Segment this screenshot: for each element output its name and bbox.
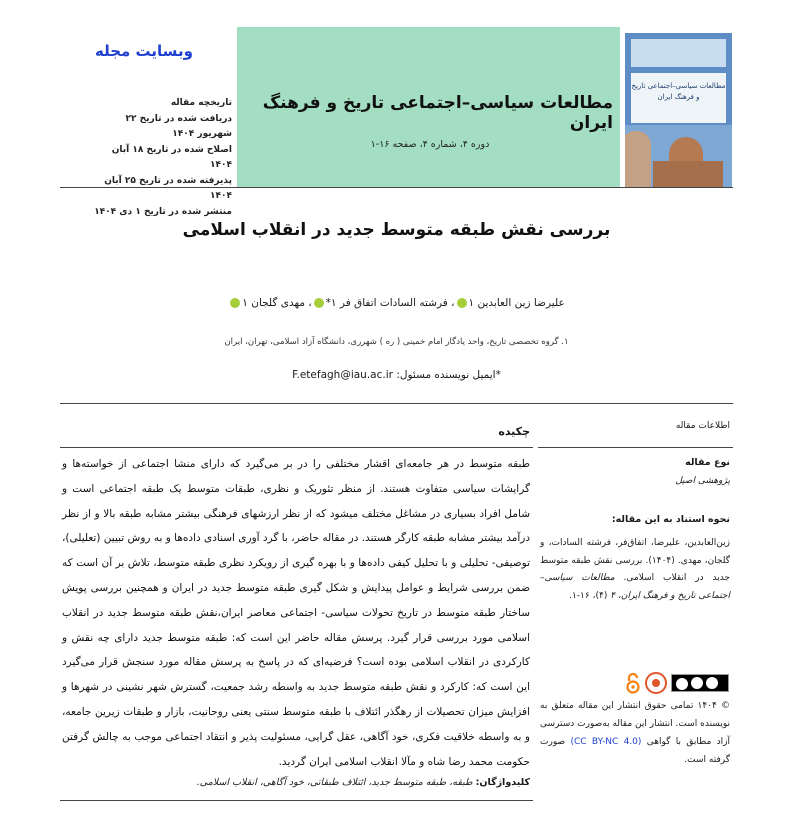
cover-top-band <box>631 39 726 67</box>
history-revised: اصلاح شده در تاریخ ۱۸ آبان ۱۴۰۴ <box>111 144 232 170</box>
cc-by-nc-icon[interactable] <box>671 674 729 692</box>
author-name: ، مهدی گلجان ۱ <box>242 297 312 309</box>
history-heading: تاریخچه مقاله <box>170 98 232 108</box>
author-list <box>60 297 733 309</box>
history-published: منتشر شده در تاریخ ۱ دی ۱۴۰۴ <box>94 206 232 217</box>
author-name: ، فرشته السادات اتفاق فر ۱* <box>325 297 455 309</box>
article-info-heading: اطلاعات مقاله <box>675 421 730 431</box>
citation-journal: مطالعات سیاسی–اجتماعی تاریخ و فرهنگ ایران، ۴ <box>540 573 730 601</box>
citation-label: نحوه استناد به این مقاله: <box>611 514 730 525</box>
history-accepted: پذیرفته شده در تاریخ ۲۵ آبان ۱۴۰۴ <box>104 175 232 201</box>
cover-building-shape <box>653 161 723 187</box>
journal-issue-info: دوره ۴، شماره ۴، صفحه ۱۶-۱ <box>370 139 490 150</box>
history-received: دریافت شده در تاریخ ۲۲ شهریور ۱۴۰۴ <box>125 113 232 139</box>
header-divider <box>60 187 733 188</box>
license-tail: صورت گرفته است. <box>540 737 730 765</box>
author-affiliation: ۱. گروه تخصصی تاریخ، واحد یادگار امام خمینی ( ره ) شهرری، دانشگاه آزاد اسلامی، تهران، ایران <box>224 337 569 347</box>
keywords-value: طبقه، طبقه متوسط جدید، ائتلاف طبقاتی، خود آگاهی، انقلاب اسلامی. <box>196 777 473 788</box>
citation-body: زین‌العابدین، علیرضا، اتفاق‌فر، فرشته السادات، و گلجان، مهدی. (۱۴۰۴). بررسی نقش طبقه متوسط جدید در انقلاب اسلامی. <box>540 538 730 583</box>
license-icons <box>625 672 730 696</box>
article-type-value: پژوهشی اصیل <box>675 476 730 486</box>
abstract-text: طبقه متوسط در هر جامعه‌ای اقشار مختلفی را در بر می‌گیرد که دارای منشا اجتماعی از خواسته‌ها و گرایشات سیاسی متفاوت هستند. از منظر تئوریک و نظری، طبقات متوسط یک طبقه اجتماعی است و شامل افراد بسیاری در مشاغل مختلف میشود که از نظر ارزشهای فرهنگی بیشتر مشابه طبقه بالا و از نظر درآمد بیشتر مشابه طبقه کارگر هستند. در مقاله حاضر، با گرد آوری اسنادی داده‌ها و به روش تبیین (تعلیلی)، توصیفی- تحلیلی و با تحلیل کیفی داده‌ها و با بهره گیری از رویکرد نظری طبقه متوسط، تلاش بر آن است که ضمن بررسی شرایط و عوامل پیدایش و شکل گیری طبقه متوسط جدید در ایران و همچنین بررسی پویش ساختار طبقه متوسط در تاریخ تحولات سیاسی- اجتماعی معاصر ایران،نقش طبقه متوسط جدید در انقلاب اسلامی مورد بررسی قرار گیرد. پرسش مقاله حاضر این است که: طبقه متوسط جدید دارای چه نقش و کارکردی در انقلاب اسلامی بوده است؟ فرضیه‌ای که در پاسخ به پرسش مقاله مورد سنجش قرار می‌گیرد این است که: کارکرد و نقش طبقه متوسط جدید به واسطه رشد جمعیت، گسترش شهر نشینی در شهرها و افزایش میزان تحصیلات از رهگذر ائتلاف با طبقه متوسط سنتی یعنی روحانیت، بازار و طبقات زیرین جامعه، و به واسطه خلاقیت فکری، خود آگاهی، عقل گرایی، مسئولیت پذیر و انتقاد اجتماعی موجب به چالش گرفتن حکومت محمد رضا شاه و مآلا انقلاب اسلامی ایران گردید. <box>62 458 530 768</box>
abstract-heading: چکیده <box>498 425 530 438</box>
journal-title: مطالعات سیاسی–اجتماعی تاریخ و فرهنگ ایران <box>262 93 613 133</box>
cover-title: مطالعات سیاسی–اجتماعی تاریخ و فرهنگ ایران <box>631 73 726 123</box>
keywords <box>62 777 530 788</box>
abstract-heading-divider <box>60 447 533 448</box>
corresponding-email-link[interactable]: F.etefagh@iau.ac.ir <box>292 369 393 381</box>
author-name: علیرضا زین العابدین ۱ <box>468 297 565 309</box>
license-statement <box>540 697 730 769</box>
orcid-icon[interactable] <box>457 298 467 308</box>
cover-portrait-shape <box>625 131 651 187</box>
section-divider <box>60 403 733 404</box>
journal-cover-image[interactable] <box>625 33 732 187</box>
journal-website-link[interactable]: وبسایت مجله <box>95 42 193 60</box>
article-title: بررسی نقش طبقه متوسط جدید در انقلاب اسلامی <box>182 220 611 240</box>
info-heading-divider <box>538 447 733 448</box>
license-body: © ۱۴۰۴ تمامی حقوق انتشار این مقاله متعلق به نویسنده است. انتشار این مقاله به‌صورت دسترسی آزاد مطابق با گواهی <box>540 701 730 747</box>
orcid-icon[interactable] <box>230 298 240 308</box>
corresponding-label: *ایمیل نویسنده مسئول: <box>396 369 501 381</box>
open-access-icon[interactable] <box>625 672 641 694</box>
corresponding-author <box>60 369 733 381</box>
crossmark-icon[interactable] <box>645 672 667 694</box>
citation-text <box>540 535 730 605</box>
orcid-icon[interactable] <box>314 298 324 308</box>
citation-pages: (۴)، ۱۶-۱. <box>569 590 608 601</box>
abstract-bottom-divider <box>60 800 533 801</box>
article-type-label: نوع مقاله <box>685 457 730 468</box>
article-history <box>88 96 232 220</box>
license-link[interactable]: (CC BY-NC 4.0) <box>570 737 642 747</box>
keywords-label: کلیدواژگان: <box>475 777 530 788</box>
